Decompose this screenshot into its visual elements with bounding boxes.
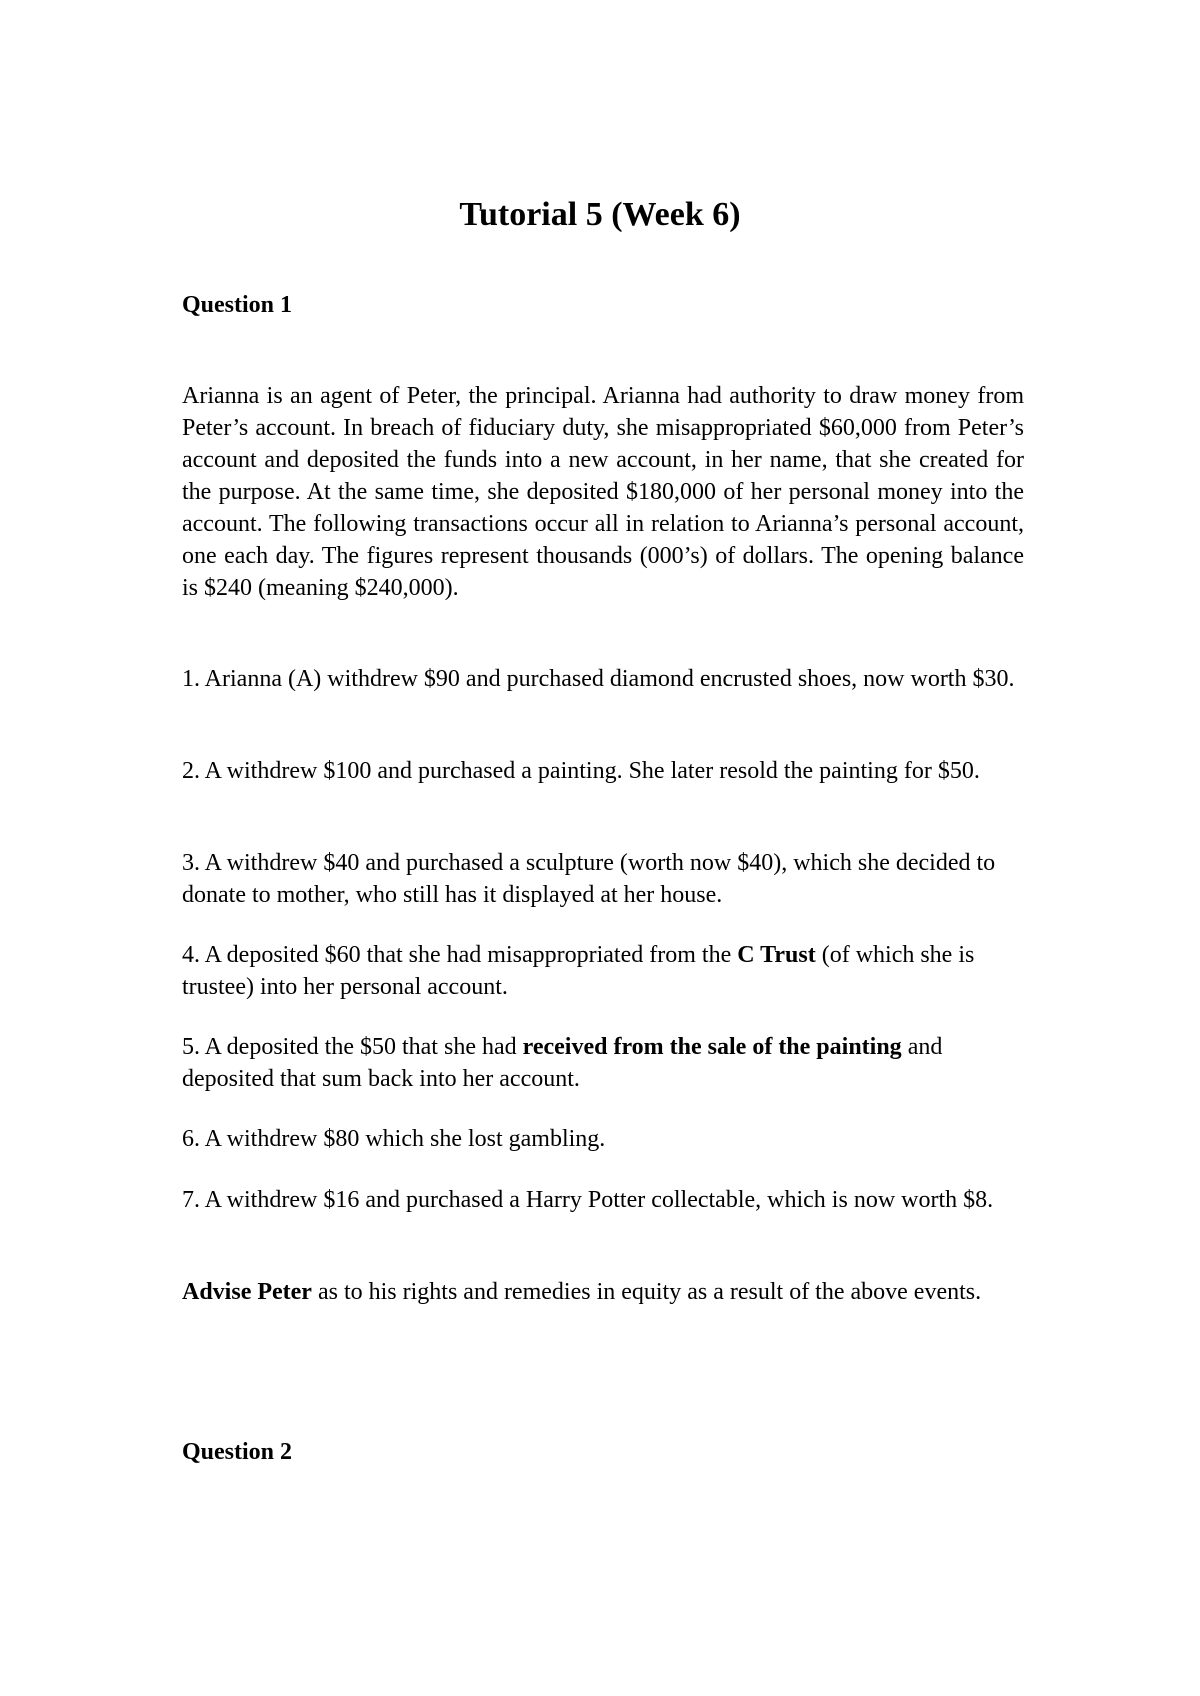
advise-instruction [182, 1276, 1024, 1308]
advise-instruction-text: as to his rights and remedies in equity as a result of the above events. [311, 1279, 982, 1305]
transaction-item-3: 3. A withdrew $40 and purchased a sculpture (worth now $40), which she decided to donate to mother, who still has it displayed at her house. [182, 850, 996, 908]
transaction-item-5 [182, 1031, 1024, 1095]
question-2-heading: Question 2 [182, 1439, 293, 1465]
page-title: Tutorial 5 (Week 6) [459, 196, 741, 233]
question-1-heading: Question 1 [182, 292, 293, 318]
transaction-item-5-text-end: and deposited that sum back into her account. [182, 1034, 943, 1092]
transaction-item-7: 7. A withdrew $16 and purchased a Harry Potter collectable, which is now worth $8. [182, 1187, 994, 1213]
advise-instruction-bold: Advise Peter [182, 1279, 312, 1305]
transaction-item-4-text-end: (of which she is trustee) into her personal account. [182, 942, 975, 1000]
transaction-item-4-text-start: 4. A deposited $60 that she had misappropriated from the [182, 942, 738, 968]
transaction-item-2: 2. A withdrew $100 and purchased a painting. She later resold the painting for $50. [182, 758, 980, 784]
transaction-item-6: 6. A withdrew $80 which she lost gambling. [182, 1126, 606, 1152]
transaction-item-5-text-start: 5. A deposited the $50 that she had [182, 1034, 523, 1060]
transaction-item-5-emphasis: received from the sale of the painting [522, 1034, 902, 1060]
transaction-item-4-trust-name: C Trust [737, 942, 816, 968]
transaction-item-1: 1. Arianna (A) withdrew $90 and purchased diamond encrusted shoes, now worth $30. [182, 666, 1015, 692]
question-1-intro: Arianna is an agent of Peter, the principal. Arianna had authority to draw money from Peter’s account. In breach of fiduciary duty, she misappropriated $60,000 from Peter’s account and deposited the funds into a new account, in her name, that she created for the purpose. At the same time, she deposited $180,000 of her personal money into the account. The following transactions occur all in relation to Arianna’s personal account, one each day. The figures represent thousands (000’s) of dollars. The opening balance is $240 (meaning $240,000). [182, 383, 1024, 601]
transaction-item-4 [182, 939, 1024, 1003]
